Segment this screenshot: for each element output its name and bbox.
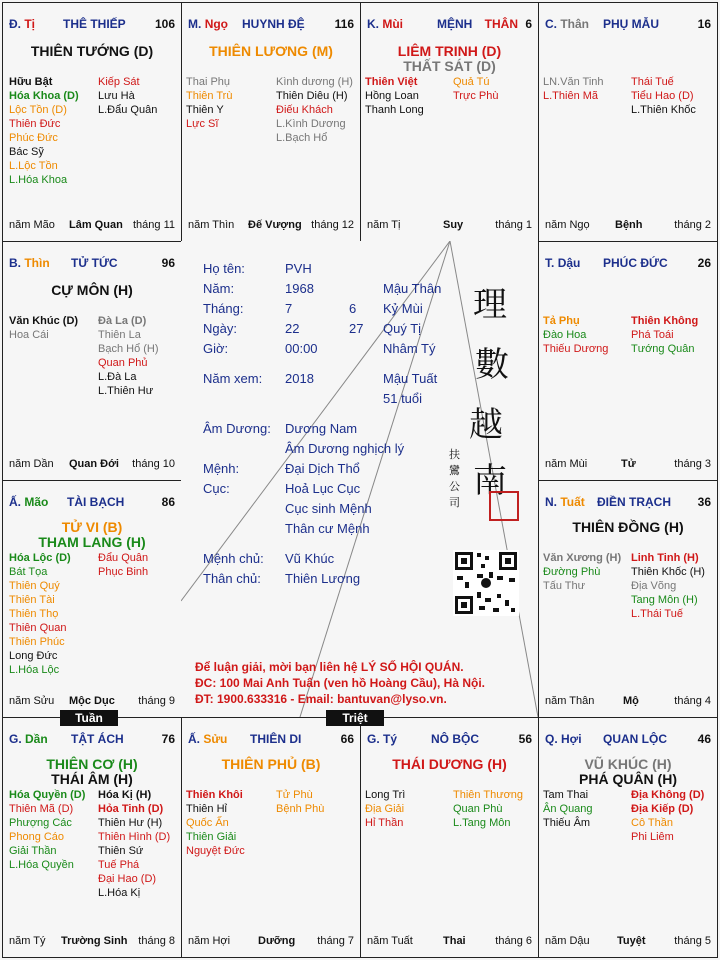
star: Hỉ Thần (365, 817, 404, 829)
view-year-value: 2018 (285, 371, 314, 386)
palace-header (9, 732, 175, 748)
palace-footer (9, 458, 175, 472)
palace-name: ĐIỀN TRẠCH (597, 495, 671, 509)
year-label: Năm: (203, 281, 235, 296)
palace-year: năm Tý (9, 935, 46, 947)
star: L.Tang Môn (453, 817, 511, 829)
palace-footer (545, 458, 711, 472)
contact-line: ĐC: 100 Mai Anh Tuấn (ven hồ Hoàng Cầu), Hà Nội. (195, 676, 486, 690)
main-star: THÁI DƯƠNG (H) (392, 756, 507, 772)
palace-number: 106 (154, 17, 175, 31)
day-label: Ngày: (203, 321, 237, 336)
star: Phá Toái (631, 329, 674, 341)
center-panel (181, 241, 538, 717)
star: Tấu Thư (543, 580, 586, 592)
star: Long Đức (9, 650, 58, 662)
star: Thiên Quan (9, 622, 67, 634)
year-canchi: Mậu Thân (383, 281, 442, 296)
star: Thiên Diêu (H) (276, 90, 348, 102)
calligraphy-char: 南 (473, 461, 507, 501)
month-lunar: 6 (349, 301, 357, 316)
palace-month: tháng 7 (317, 935, 354, 947)
contact-line: Để luận giải, mời bạn liên hệ LÝ SỐ HỘI QUÁN. (195, 660, 464, 674)
star: Tam Thai (543, 789, 589, 801)
palace-year: năm Hợi (188, 935, 231, 947)
star: Thiếu Âm (543, 817, 591, 829)
star: L.Đẩu Quân (98, 104, 158, 116)
star-list-right (453, 75, 498, 103)
palace-number: 76 (161, 732, 175, 746)
star: Thiên Đức (9, 118, 61, 130)
star: Thiên Hư (H) (98, 817, 163, 829)
palace-number: 86 (161, 495, 175, 509)
star: Thiên Khôi (186, 789, 243, 801)
palace-name: TỬ TỨC (71, 256, 118, 270)
main-star: PHÁ QUÂN (H) (579, 771, 677, 787)
palace-ty[interactable] (360, 717, 539, 958)
star: Hồng Loan (365, 90, 419, 102)
star: Thiên Sứ (98, 845, 144, 857)
star: Thiên Thương (453, 789, 524, 801)
palace-year: năm Sửu (9, 695, 55, 707)
palace-month: tháng 5 (674, 935, 711, 947)
palace-number: 16 (697, 17, 711, 31)
palace-branch: G. Dần (9, 732, 48, 746)
contact-line: ĐT: 1900.633316 - Email: bantuvan@lyso.vn. (195, 692, 447, 706)
star: Bệnh Phù (276, 803, 325, 815)
star: Phong Cáo (9, 831, 65, 843)
palace-month: tháng 6 (495, 935, 532, 947)
star: Trực Phù (453, 90, 499, 102)
star: Ân Quang (543, 803, 593, 815)
palace-footer (545, 935, 711, 949)
star: Thiên La (98, 329, 141, 341)
star: Hoa Cái (9, 329, 49, 341)
palace-footer (9, 935, 175, 949)
palace-month: tháng 8 (138, 935, 175, 947)
star-list-right (98, 788, 170, 900)
star: L.Bạch Hổ (276, 132, 328, 144)
palace-name: PHÚC ĐỨC (603, 256, 668, 270)
truong-sinh: Bệnh (615, 219, 643, 231)
palace-name: TẬT ÁCH (71, 732, 124, 746)
palace-name: PHỤ MẪU (603, 17, 659, 31)
star: LN.Văn Tinh (543, 76, 604, 88)
star: Đại Hao (D) (98, 873, 157, 885)
star: Tiểu Hao (D) (631, 90, 694, 102)
main-star: THIÊN PHỦ (B) (221, 756, 321, 772)
than-chu-value: Thiên Lương (285, 571, 361, 586)
palace-month: tháng 1 (495, 219, 532, 231)
main-star: THÁI ÂM (H) (51, 771, 133, 787)
star: Địa Võng (631, 580, 677, 592)
am-duong-label: Âm Dương: (203, 421, 271, 436)
month-solar: 7 (285, 301, 293, 316)
star: Địa Giải (365, 803, 405, 815)
palace-month: tháng 10 (132, 458, 175, 470)
star: Tử Phù (276, 789, 313, 801)
star: Kình dương (H) (276, 76, 353, 88)
main-star: THIÊN CƠ (H) (46, 756, 138, 772)
star: Hóa Kị (H) (98, 789, 152, 801)
am-duong-2: Âm Dương nghịch lý (285, 441, 405, 456)
star-list-left (186, 788, 245, 858)
palace-month: tháng 9 (138, 695, 175, 707)
main-star: THAM LANG (H) (38, 534, 146, 550)
star-list-left (543, 551, 621, 593)
palace-tuat[interactable] (538, 480, 718, 718)
star: Đẩu Quân (98, 552, 149, 564)
star-list-left (543, 75, 604, 103)
palace-header (188, 17, 354, 33)
year-value: 1968 (285, 281, 314, 296)
palace-branch: B. Thìn (9, 256, 50, 270)
star: L.Đà La (98, 371, 137, 383)
palace-mao[interactable] (2, 480, 182, 718)
star: Địa Không (D) (631, 789, 705, 801)
star: Kiếp Sát (98, 76, 140, 88)
star-list-right (276, 75, 353, 145)
palace-than[interactable] (538, 2, 718, 242)
truong-sinh: Tử (621, 458, 636, 470)
star: Phượng Các (9, 817, 72, 829)
star: Phúc Đức (9, 132, 58, 144)
cuc-label: Cục: (203, 481, 230, 496)
star: L.Thái Tuế (631, 608, 683, 620)
star: Bác Sỹ (9, 146, 44, 158)
day-canchi: Quý Tị (383, 321, 422, 336)
palace-number: 66 (340, 732, 354, 746)
palace-thin[interactable] (2, 241, 182, 481)
star-list-right (98, 75, 157, 117)
star: Thiên Quý (9, 580, 60, 592)
view-year-canchi: Mậu Tuất (383, 371, 438, 386)
menh-chu-value: Vũ Khúc (285, 551, 335, 566)
truong-sinh: Lâm Quan (69, 219, 123, 231)
palace-number: 56 (518, 732, 532, 746)
star-list-left (365, 75, 424, 117)
main-star: VŨ KHÚC (H) (584, 756, 672, 772)
palace-branch: M. Ngọ (188, 17, 229, 31)
am-duong-1: Dương Nam (285, 421, 358, 436)
star: Hóa Lộc (D) (9, 552, 71, 564)
truong-sinh: Mộc Dục (69, 695, 115, 707)
palace-year: năm Mão (9, 219, 55, 231)
truong-sinh: Đế Vượng (248, 219, 302, 231)
star: Hóa Quyền (D) (9, 789, 86, 801)
star: L.Thiên Mã (543, 90, 599, 102)
star: Quốc Ấn (186, 817, 229, 829)
truong-sinh: Tuyệt (617, 935, 646, 947)
star: Quả Tú (453, 76, 490, 88)
star: Phục Binh (98, 566, 149, 578)
star: Hỏa Tinh (D) (98, 803, 164, 815)
palace-footer (545, 695, 711, 709)
menh-value: Đại Dịch Thổ (285, 461, 360, 476)
star-list-left (9, 75, 79, 187)
palace-branch: Ấ. Mão (9, 495, 49, 509)
hour-canchi: Nhâm Tý (383, 341, 436, 356)
palace-month: tháng 11 (132, 219, 175, 231)
star: Đường Phù (543, 566, 601, 578)
than-marker: THÂN (484, 17, 518, 31)
star: Thiên Mã (D) (9, 803, 74, 815)
menh-label: Mệnh: (203, 461, 240, 476)
star: Thiên Không (631, 315, 699, 327)
palace-header (9, 17, 175, 33)
star: L.Hóa Lộc (9, 664, 60, 676)
palace-mui[interactable] (360, 2, 539, 242)
palace-ti[interactable] (2, 2, 182, 242)
star: Phi Liêm (631, 831, 674, 843)
palace-month: tháng 2 (674, 219, 711, 231)
star: Thiên Trù (186, 90, 233, 102)
palace-hoi[interactable] (538, 717, 718, 958)
main-star: LIÊM TRINH (D) (397, 43, 502, 59)
palace-year: năm Ngọ (545, 219, 590, 231)
palace-year: năm Dậu (545, 935, 590, 947)
month-canchi: Kỷ Mùi (383, 301, 423, 316)
star: Tuế Phá (98, 859, 140, 871)
palace-footer (9, 695, 175, 709)
palace-name: NÔ BỘC (431, 732, 479, 746)
star: L.Kình Dương (276, 118, 346, 130)
palace-number: 116 (334, 17, 354, 31)
main-star: TỬ VI (B) (61, 519, 123, 535)
palace-number: 36 (697, 495, 711, 509)
star: Thái Tuế (631, 76, 674, 88)
palace-dan[interactable] (2, 717, 182, 958)
star: Lưu Hà (98, 90, 135, 102)
star: Thiên Khốc (H) (631, 566, 705, 578)
palace-footer (367, 219, 532, 233)
palace-year: năm Mùi (545, 458, 588, 470)
star-list-left (543, 314, 608, 356)
star-list-left (9, 314, 78, 342)
star: Giải Thần (9, 845, 57, 857)
contact-block (195, 659, 485, 707)
star: Văn Khúc (D) (9, 315, 79, 327)
star: L.Hóa Kị (98, 887, 141, 899)
palace-year: năm Tuất (367, 935, 413, 947)
palace-header (545, 17, 711, 33)
star: L.Hóa Khoa (9, 174, 68, 186)
triet-marker: Triệt (326, 710, 384, 726)
palace-header (367, 17, 532, 33)
palace-branch: Đ. Tị (9, 17, 36, 31)
star: Thiên Việt (365, 76, 418, 88)
palace-name: TÀI BẠCH (67, 495, 125, 509)
main-star: THIÊN ĐỒNG (H) (572, 519, 684, 535)
palace-branch: K. Mùi (367, 17, 404, 31)
star: L.Thiên Hư (98, 385, 154, 397)
calligraphy-char: 理 (473, 285, 507, 325)
truong-sinh: Mộ (623, 695, 639, 707)
star: Thiên Hỉ (186, 803, 227, 815)
cuc-2: Cục sinh Mệnh (285, 501, 372, 516)
star: Hữu Bật (9, 76, 53, 88)
star-list-left (9, 788, 85, 872)
palace-branch: G. Tý (367, 732, 398, 746)
star: Hóa Khoa (D) (9, 90, 79, 102)
star-list-right (276, 788, 324, 816)
star: Tả Phụ (543, 315, 580, 327)
palace-name: HUYNH ĐỆ (242, 17, 305, 31)
day-lunar: 27 (349, 321, 364, 336)
palace-year: năm Thìn (188, 219, 235, 231)
star: Thanh Long (365, 104, 424, 116)
star-list-left (543, 788, 593, 830)
star: Bạch Hổ (H) (98, 343, 159, 355)
day-solar: 22 (285, 321, 300, 336)
main-star: THẤT SÁT (D) (403, 58, 496, 74)
hour-label: Giờ: (203, 341, 229, 356)
qr-code-icon[interactable] (453, 550, 519, 616)
star-list-left (186, 75, 232, 131)
palace-branch: T. Dậu (545, 256, 581, 270)
star: Đào Hoa (543, 329, 587, 341)
palace-footer (545, 219, 711, 233)
palace-number: 6 (525, 17, 532, 31)
truong-sinh: Thai (443, 935, 466, 947)
palace-ngo[interactable] (181, 2, 361, 242)
star: Địa Kiếp (D) (631, 803, 694, 815)
star: L.Thiên Khốc (631, 104, 696, 116)
star: Long Trì (365, 789, 406, 801)
palace-footer (367, 935, 532, 949)
star-list-right (631, 314, 698, 356)
age: 51 tuổi (383, 391, 423, 406)
palace-suu[interactable] (181, 717, 361, 958)
truong-sinh: Suy (443, 219, 464, 231)
star-list-right (631, 551, 705, 621)
name-value: PVH (285, 261, 312, 276)
month-label: Tháng: (203, 301, 244, 316)
palace-number: 26 (697, 256, 711, 270)
palace-branch: N. Tuất (545, 495, 585, 509)
truong-sinh: Quan Đới (69, 458, 119, 470)
star: Thai Phụ (186, 76, 231, 88)
star: Lực Sĩ (186, 118, 219, 130)
star: Thiên Hình (D) (98, 831, 171, 843)
star: L.Lộc Tồn (9, 160, 58, 172)
palace-header (545, 732, 711, 748)
tuan-marker: Tuần (60, 710, 118, 726)
palace-name: QUAN LỘC (603, 732, 667, 746)
truong-sinh: Dưỡng (258, 935, 296, 947)
view-year-label: Năm xem: (203, 371, 263, 386)
palace-header (9, 256, 175, 272)
palace-header (9, 495, 175, 511)
star-list-left (9, 551, 71, 677)
palace-branch: C. Thân (545, 17, 590, 31)
star: Thiếu Dương (543, 343, 609, 355)
palace-month: tháng 3 (674, 458, 711, 470)
star: Nguyệt Đức (186, 845, 245, 857)
star: Quan Phủ (98, 357, 148, 369)
star-list-left (365, 788, 405, 830)
star: Linh Tinh (H) (631, 552, 699, 564)
palace-name: THÊ THIẾP (63, 17, 126, 31)
hour-value: 00:00 (285, 341, 318, 356)
cuc-1: Hoả Lục Cục (285, 481, 361, 496)
truong-sinh: Trường Sinh (61, 935, 128, 947)
palace-number: 46 (697, 732, 711, 746)
star: L.Hóa Quyền (9, 859, 74, 871)
star: Tướng Quân (631, 343, 695, 355)
palace-header (367, 732, 532, 748)
main-star: THIÊN TƯỚNG (D) (30, 43, 154, 59)
main-star: THIÊN LƯƠNG (M) (209, 43, 333, 59)
star-list-right (631, 75, 696, 117)
palace-footer (188, 219, 354, 233)
name-label: Họ tên: (203, 261, 245, 276)
star-list-right (453, 788, 523, 830)
star: Điếu Khách (276, 104, 333, 116)
palace-header (545, 256, 711, 272)
palace-year: năm Thân (545, 695, 595, 707)
star: Lộc Tồn (D) (9, 104, 67, 116)
palace-branch: Q. Hợi (545, 732, 582, 746)
star: Đà La (D) (98, 315, 147, 327)
star-list-right (98, 551, 148, 579)
cuc-3: Thân cư Mệnh (285, 521, 370, 536)
star-list-right (98, 314, 159, 398)
calligraphy-char: 越 (469, 405, 503, 445)
star: Thiên Phúc (9, 636, 65, 648)
calligraphy-char: 數 (475, 345, 509, 385)
star: Quan Phù (453, 803, 503, 815)
palace-year: năm Dần (9, 458, 54, 470)
palace-dau[interactable] (538, 241, 718, 481)
main-star: CỰ MÔN (H) (51, 282, 133, 298)
star: Tang Môn (H) (631, 594, 698, 606)
star: Thiên Tài (9, 594, 55, 606)
star: Văn Xương (H) (543, 552, 622, 564)
star-list-right (631, 788, 704, 844)
palace-header (188, 732, 354, 748)
palace-number: 96 (161, 256, 175, 270)
star: Cô Thần (631, 817, 673, 829)
palace-footer (9, 219, 175, 233)
red-seal-icon (489, 491, 519, 521)
palace-footer (188, 935, 354, 949)
palace-header (545, 495, 711, 511)
palace-branch: Ấ. Sửu (188, 732, 228, 746)
menh-chu-label: Mệnh chủ: (203, 551, 264, 566)
palace-name: THIÊN DI (250, 732, 302, 746)
star: Thiên Giải (186, 831, 237, 843)
than-chu-label: Thân chủ: (203, 571, 261, 586)
palace-year: năm Tị (367, 219, 401, 231)
palace-name: MỆNH (437, 17, 473, 31)
palace-month: tháng 4 (674, 695, 711, 707)
star: Thiên Y (186, 104, 224, 116)
star: Bát Tọa (9, 566, 48, 578)
palace-month: tháng 12 (311, 219, 354, 231)
star: Thiên Thọ (9, 608, 59, 620)
seal-text: 扶 鸞 公 司 (449, 448, 460, 509)
